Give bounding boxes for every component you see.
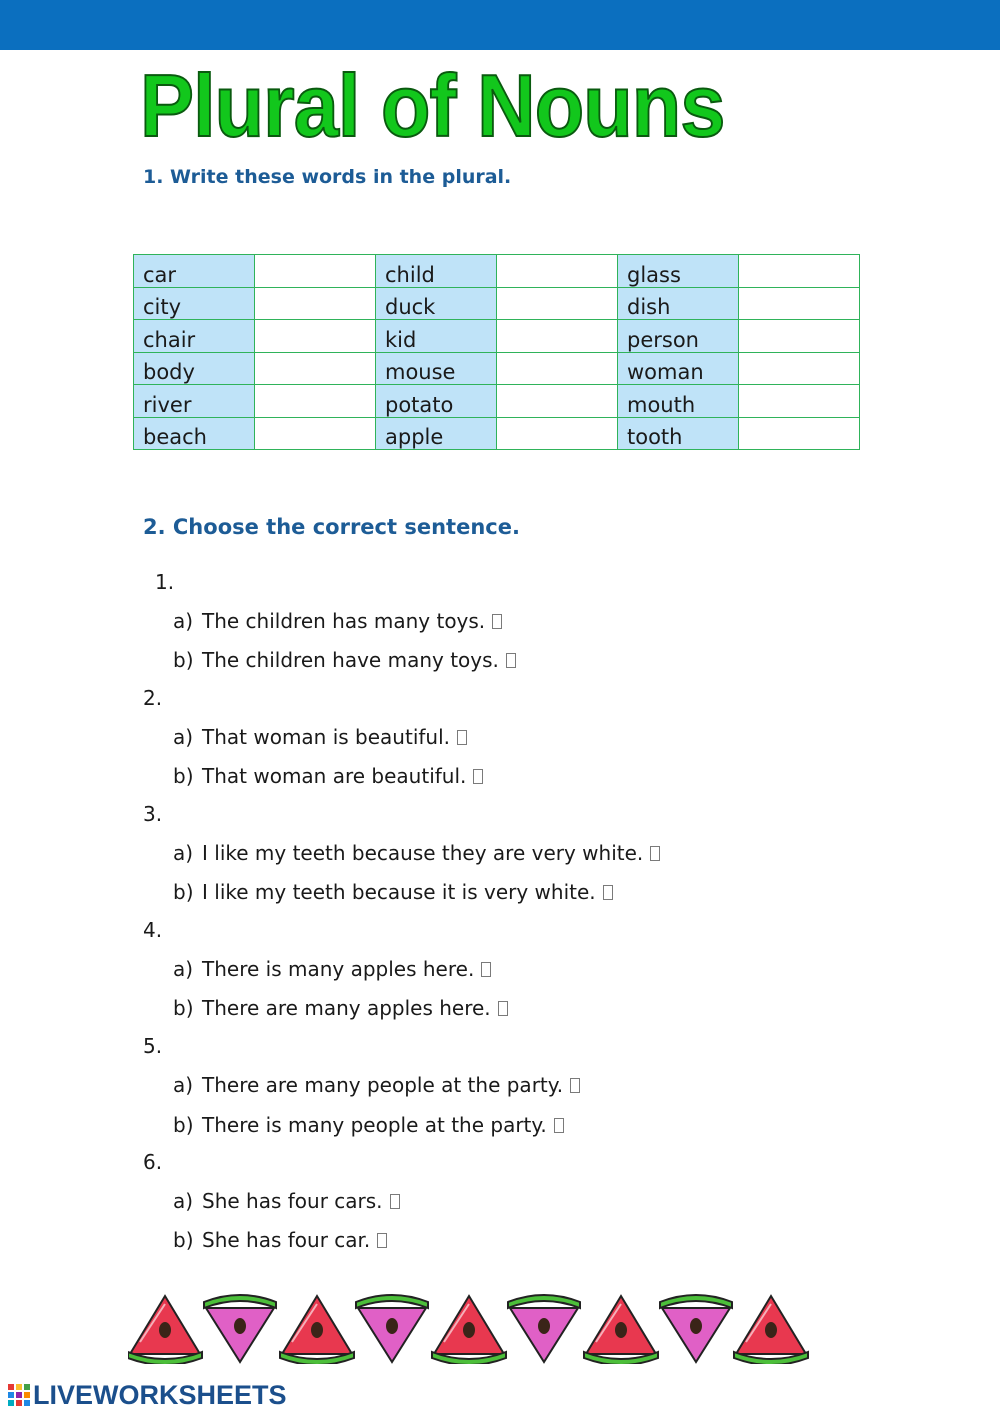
- answer-cell[interactable]: [497, 352, 618, 385]
- option-letter: b): [173, 1113, 194, 1137]
- option-letter: b): [173, 996, 194, 1020]
- watermelon-slice-icon: [432, 1296, 506, 1364]
- answer-checkbox[interactable]: [570, 1078, 580, 1093]
- option-letter: b): [173, 648, 194, 672]
- option-letter: a): [173, 609, 194, 633]
- word-cell: mouse: [376, 352, 497, 385]
- option-text: The children has many toys.: [202, 609, 486, 633]
- answer-option[interactable]: [173, 841, 660, 865]
- watermelon-border: [128, 1292, 818, 1364]
- answer-checkbox[interactable]: [492, 614, 502, 629]
- answer-checkbox[interactable]: [473, 769, 483, 784]
- option-text: That woman is beautiful.: [202, 725, 451, 749]
- answer-checkbox[interactable]: [481, 962, 491, 977]
- answer-option[interactable]: [173, 1189, 400, 1213]
- answer-cell[interactable]: [739, 352, 860, 385]
- answer-checkbox[interactable]: [457, 730, 467, 745]
- answer-option[interactable]: [173, 1113, 564, 1137]
- answer-cell[interactable]: [739, 287, 860, 320]
- exercise-1-heading: 1. Write these words in the plural.: [143, 166, 512, 188]
- word-cell: woman: [618, 352, 739, 385]
- answer-cell[interactable]: [255, 287, 376, 320]
- answer-checkbox[interactable]: [650, 846, 660, 861]
- answer-checkbox[interactable]: [377, 1233, 387, 1248]
- option-letter: a): [173, 1073, 194, 1097]
- word-cell: duck: [376, 287, 497, 320]
- word-cell: chair: [134, 320, 255, 353]
- logo-text: LIVEWORKSHEETS: [33, 1379, 287, 1410]
- answer-cell[interactable]: [497, 320, 618, 353]
- plural-words-table: [133, 254, 860, 450]
- watermelon-slice-icon: [734, 1296, 808, 1364]
- watermelon-slice-icon: [280, 1296, 354, 1364]
- watermelon-slice-icon: [660, 1295, 732, 1362]
- option-letter: a): [173, 725, 194, 749]
- word-cell: glass: [618, 255, 739, 288]
- word-cell: mouth: [618, 385, 739, 418]
- answer-cell[interactable]: [739, 385, 860, 418]
- question-number: 3.: [143, 802, 163, 826]
- answer-cell[interactable]: [255, 320, 376, 353]
- watermelon-slice-icon: [204, 1295, 276, 1362]
- answer-checkbox[interactable]: [554, 1118, 564, 1133]
- liveworksheets-logo: [8, 1381, 287, 1409]
- answer-cell[interactable]: [739, 255, 860, 288]
- option-text: That woman are beautiful.: [202, 764, 467, 788]
- word-cell: beach: [134, 417, 255, 450]
- option-text: There is many apples here.: [202, 957, 475, 981]
- answer-cell[interactable]: [255, 255, 376, 288]
- option-letter: a): [173, 841, 194, 865]
- answer-option[interactable]: [173, 1073, 580, 1097]
- option-letter: b): [173, 880, 194, 904]
- top-banner: [0, 0, 1000, 50]
- watermelon-slice-icon: [508, 1295, 580, 1362]
- watermelon-slice-icon: [584, 1296, 658, 1364]
- table-row: [134, 352, 860, 385]
- answer-option[interactable]: [173, 1228, 387, 1252]
- answer-cell[interactable]: [255, 417, 376, 450]
- word-cell: body: [134, 352, 255, 385]
- exercise-2-heading: 2. Choose the correct sentence.: [143, 515, 520, 539]
- question-number: 1.: [155, 570, 175, 594]
- option-text: I like my teeth because it is very white.: [202, 880, 596, 904]
- table-row: [134, 320, 860, 353]
- word-cell: city: [134, 287, 255, 320]
- answer-checkbox[interactable]: [506, 653, 516, 668]
- word-cell: kid: [376, 320, 497, 353]
- answer-option[interactable]: [173, 609, 502, 633]
- option-text: The children have many toys.: [202, 648, 499, 672]
- option-text: There is many people at the party.: [202, 1113, 547, 1137]
- answer-option[interactable]: [173, 725, 467, 749]
- answer-cell[interactable]: [739, 417, 860, 450]
- word-cell: dish: [618, 287, 739, 320]
- answer-option[interactable]: [173, 957, 491, 981]
- option-letter: b): [173, 1228, 194, 1252]
- option-text: She has four cars.: [202, 1189, 383, 1213]
- question-number: 2.: [143, 686, 163, 710]
- table-row: [134, 255, 860, 288]
- word-cell: potato: [376, 385, 497, 418]
- question-number: 5.: [143, 1034, 163, 1058]
- answer-cell[interactable]: [497, 287, 618, 320]
- question-number: 4.: [143, 918, 163, 942]
- option-text: She has four car.: [202, 1228, 371, 1252]
- answer-cell[interactable]: [497, 417, 618, 450]
- watermelon-slice-icon: [356, 1295, 428, 1362]
- question-number: 6.: [143, 1150, 163, 1174]
- option-letter: a): [173, 1189, 194, 1213]
- option-text: There are many apples here.: [202, 996, 491, 1020]
- answer-option[interactable]: [173, 880, 613, 904]
- answer-option[interactable]: [173, 648, 516, 672]
- answer-cell[interactable]: [497, 385, 618, 418]
- answer-checkbox[interactable]: [498, 1001, 508, 1016]
- answer-cell[interactable]: [255, 352, 376, 385]
- answer-option[interactable]: [173, 764, 483, 788]
- option-text: I like my teeth because they are very white.: [202, 841, 644, 865]
- table-row: [134, 287, 860, 320]
- table-row: [134, 385, 860, 418]
- answer-cell[interactable]: [739, 320, 860, 353]
- word-cell: car: [134, 255, 255, 288]
- answer-cell[interactable]: [255, 385, 376, 418]
- option-letter: a): [173, 957, 194, 981]
- word-cell: river: [134, 385, 255, 418]
- word-cell: tooth: [618, 417, 739, 450]
- word-cell: person: [618, 320, 739, 353]
- watermelon-slice-icon: [128, 1296, 202, 1364]
- page-title: Plural of Nouns: [140, 56, 725, 155]
- option-text: There are many people at the party.: [202, 1073, 564, 1097]
- answer-cell[interactable]: [497, 255, 618, 288]
- answer-checkbox[interactable]: [603, 885, 613, 900]
- logo-icon: [8, 1384, 30, 1406]
- answer-checkbox[interactable]: [390, 1194, 400, 1209]
- word-cell: apple: [376, 417, 497, 450]
- word-cell: child: [376, 255, 497, 288]
- table-row: [134, 417, 860, 450]
- option-letter: b): [173, 764, 194, 788]
- answer-option[interactable]: [173, 996, 508, 1020]
